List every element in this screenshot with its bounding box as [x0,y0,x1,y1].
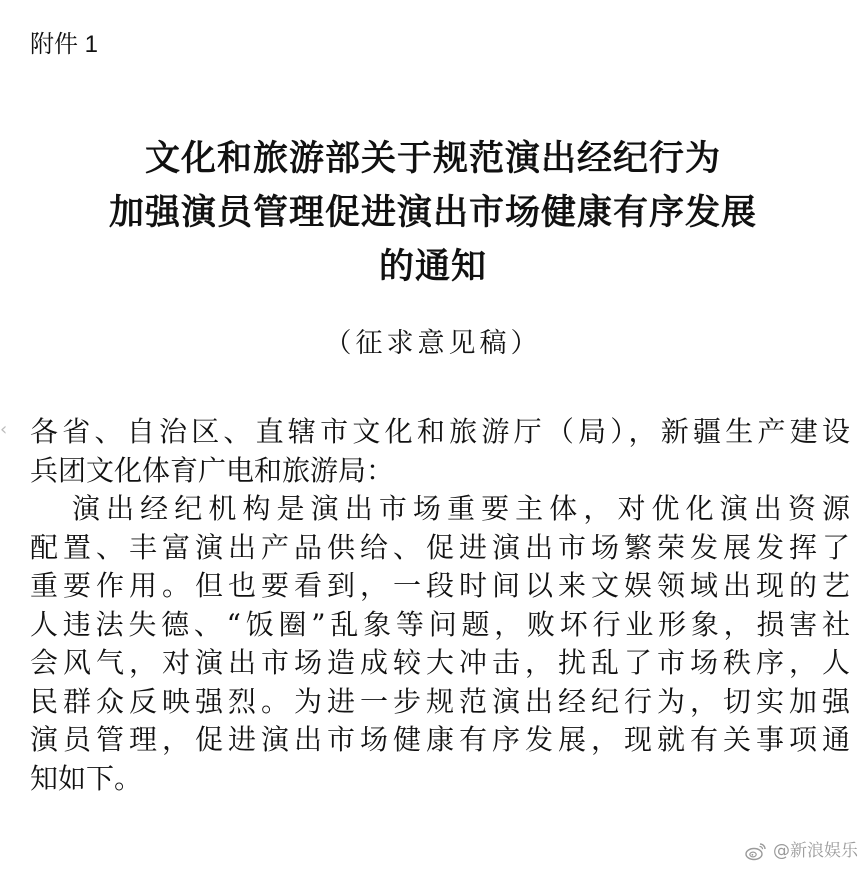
watermark [745,838,858,864]
title-line-2: 加强演员管理促进演出市场健康有序发展 [108,193,757,233]
body-line-9: 演员管理，促进演出市场健康有序发展，现就有关事项通 [30,723,850,756]
body-line-8: 民群众反映强烈。为进一步规范演出经纪行为，切实加强 [30,684,850,718]
margin-mark-icon: ‹ [0,419,8,440]
body-line-7: 会风气，对演出市场造成较大冲击，扰乱了市场秩序，人 [30,646,850,679]
body-line-5: 重要作用。但也要看到，一段时间以来文娱领域出现的艺 [30,569,850,602]
title-line-1: 文化和旅游部关于规范演出经纪行为 [144,139,721,179]
document-title [0,132,866,294]
document-subtitle: （征求意见稿） [324,328,542,359]
body-line-1: 各省、自治区、直辖市文化和旅游厅（局），新疆生产建设 [30,415,850,448]
document-body [30,413,850,798]
body-line-10: 知如下。 [30,761,143,795]
body-line-2: 兵团文化体育广电和旅游局： [30,453,395,487]
weibo-logo-icon [745,841,767,861]
body-line-6: 人违法失德、“饭圈”乱象等问题，败坏行业形象，损害社 [30,607,850,641]
watermark-text: @新浪娱乐 [773,841,858,861]
body-line-3: 演出经纪机构是演出市场重要主体，对优化演出资源 [72,492,850,525]
body-line-4: 配置、丰富演出产品供给、促进演出市场繁荣发展发挥了 [30,530,850,564]
attachment-label: 附件 1 [30,31,99,58]
title-line-3: 的通知 [378,247,487,287]
